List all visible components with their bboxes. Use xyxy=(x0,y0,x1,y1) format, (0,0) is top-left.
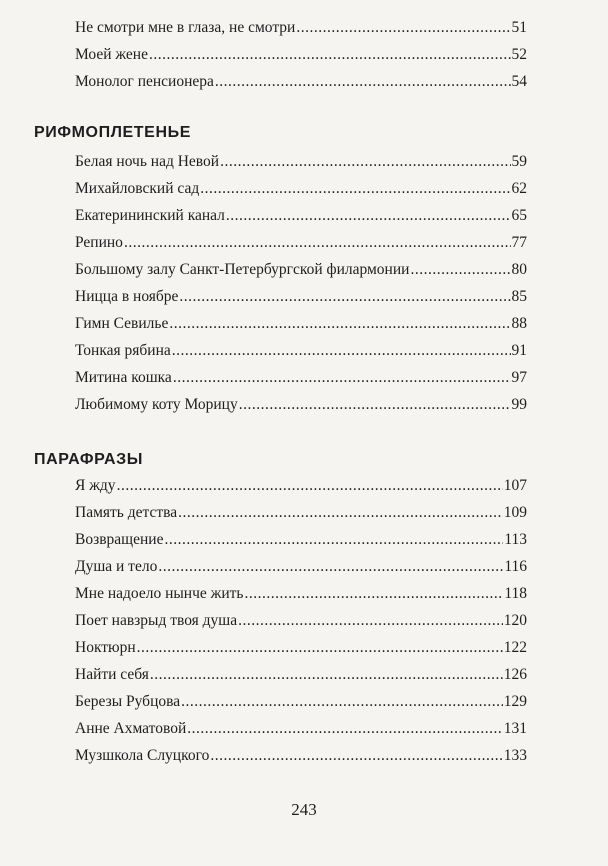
dot-leader xyxy=(149,45,511,65)
entry-title: Ноктюрн xyxy=(75,639,136,656)
entry-title: Музшкола Слуцкого xyxy=(75,747,210,764)
dot-leader xyxy=(200,179,510,199)
toc-entry xyxy=(75,395,527,415)
entry-page-number: 116 xyxy=(504,558,527,575)
section-heading: ПАРАФРАЗЫ xyxy=(34,451,144,468)
toc-entry xyxy=(75,233,527,253)
toc-entry xyxy=(75,179,527,199)
entry-page-number: 99 xyxy=(511,396,527,413)
toc-entry xyxy=(75,719,527,739)
dot-leader xyxy=(172,341,511,361)
entry-title: Екатерининский канал xyxy=(75,207,225,224)
toc-entry xyxy=(75,18,527,38)
dot-leader xyxy=(137,638,503,658)
toc-entry xyxy=(75,503,527,523)
entry-title: Возвращение xyxy=(75,531,164,548)
entry-title: Березы Рубцова xyxy=(75,693,181,710)
entry-page-number: 118 xyxy=(504,585,527,602)
entry-page-number: 131 xyxy=(503,720,527,737)
section-heading: РИФМОПЛЕТЕНЬЕ xyxy=(34,124,191,141)
toc-entry xyxy=(75,368,527,388)
entry-page-number: 65 xyxy=(511,207,527,224)
entry-page-number: 129 xyxy=(503,693,527,710)
dot-leader xyxy=(173,368,511,388)
toc-entry xyxy=(75,584,527,604)
toc-entry xyxy=(75,746,527,766)
dot-leader xyxy=(178,503,503,523)
entry-page-number: 109 xyxy=(503,504,527,521)
entry-title: Не смотри мне в глаза, не смотри xyxy=(75,19,296,36)
dot-leader xyxy=(164,530,503,550)
dot-leader xyxy=(179,287,510,307)
entry-title: Моей жене xyxy=(75,46,148,63)
entry-title: Гимн Севилье xyxy=(75,315,169,332)
toc-entry xyxy=(75,341,527,361)
dot-leader xyxy=(239,395,511,415)
entry-page-number: 88 xyxy=(511,315,527,332)
toc-entry xyxy=(75,287,527,307)
dot-leader xyxy=(238,611,503,631)
entry-page-number: 107 xyxy=(503,477,527,494)
entry-title: Большому залу Санкт-Петербургской филармонии xyxy=(75,261,410,278)
entry-page-number: 85 xyxy=(511,288,527,305)
toc-entry xyxy=(75,557,527,577)
dot-leader xyxy=(215,72,511,92)
dot-leader xyxy=(296,18,510,38)
toc-entry xyxy=(75,206,527,226)
entry-page-number: 113 xyxy=(504,531,527,548)
entry-title: Белая ночь над Невой xyxy=(75,153,220,170)
entry-page-number: 91 xyxy=(511,342,527,359)
entry-page-number: 52 xyxy=(511,46,527,63)
toc-entry xyxy=(75,45,527,65)
dot-leader xyxy=(210,746,502,766)
entry-page-number: 54 xyxy=(511,73,527,90)
entry-title: Душа и тело xyxy=(75,558,158,575)
entry-title: Найти себя xyxy=(75,666,149,683)
dot-leader xyxy=(244,584,503,604)
dot-leader xyxy=(187,719,503,739)
dot-leader xyxy=(410,260,510,280)
dot-leader xyxy=(169,314,510,334)
entry-title: Репино xyxy=(75,234,123,251)
entry-page-number: 62 xyxy=(511,180,527,197)
toc-entry xyxy=(75,692,527,712)
toc-entry xyxy=(75,476,527,496)
toc-entry xyxy=(75,530,527,550)
page-number: 243 xyxy=(291,800,317,819)
entry-page-number: 59 xyxy=(511,153,527,170)
dot-leader xyxy=(226,206,511,226)
dot-leader xyxy=(158,557,503,577)
entry-page-number: 97 xyxy=(511,369,527,386)
entry-title: Тонкая рябина xyxy=(75,342,171,359)
entry-title: Мне надоело нынче жить xyxy=(75,585,244,602)
entry-title: Митина кошка xyxy=(75,369,172,386)
entry-title: Я жду xyxy=(75,477,116,494)
entry-title: Монолог пенсионера xyxy=(75,73,214,90)
entry-page-number: 51 xyxy=(511,19,527,36)
entry-title: Память детства xyxy=(75,504,178,521)
dot-leader xyxy=(117,476,503,496)
toc-entry xyxy=(75,665,527,685)
toc-entry xyxy=(75,638,527,658)
toc-entry xyxy=(75,152,527,172)
entry-title: Поет навзрыд твоя душа xyxy=(75,612,238,629)
entry-page-number: 77 xyxy=(511,234,527,251)
dot-leader xyxy=(150,665,503,685)
entry-title: Ницца в ноябре xyxy=(75,288,179,305)
entry-title: Анне Ахматовой xyxy=(75,720,187,737)
toc-entry xyxy=(75,260,527,280)
entry-page-number: 133 xyxy=(503,747,527,764)
toc-entry xyxy=(75,314,527,334)
entry-page-number: 80 xyxy=(511,261,527,278)
entry-title: Любимому коту Морицу xyxy=(75,396,238,413)
dot-leader xyxy=(220,152,510,172)
toc-entry xyxy=(75,72,527,92)
entry-page-number: 122 xyxy=(503,639,527,656)
dot-leader xyxy=(181,692,503,712)
entry-title: Михайловский сад xyxy=(75,180,200,197)
entry-page-number: 126 xyxy=(503,666,527,683)
entry-page-number: 120 xyxy=(503,612,527,629)
toc-entry xyxy=(75,611,527,631)
dot-leader xyxy=(124,233,511,253)
